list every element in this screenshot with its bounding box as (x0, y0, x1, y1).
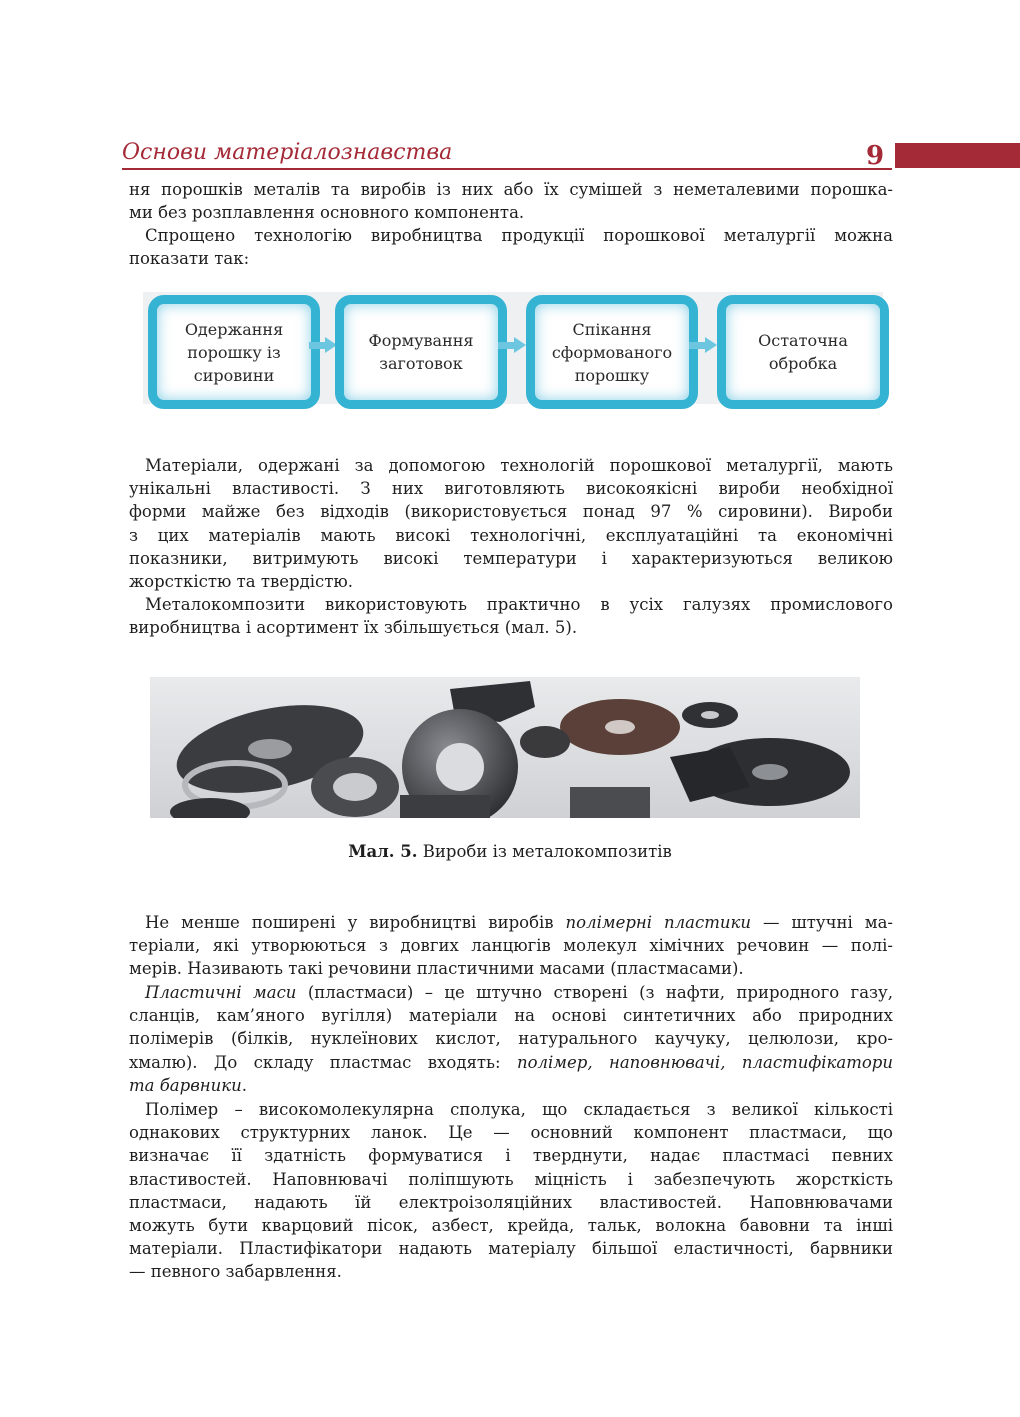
text-line: ня порошків металів та виробів із них або їх сумішей з неметалевими порошка- (129, 180, 893, 199)
flow-step-line: Остаточна (758, 331, 848, 350)
text-run: (пластмаси) – це штучно створені (з нафти, природного газу, (296, 983, 893, 1002)
figure-caption-text: Вироби із металокомпозитів (417, 842, 672, 861)
text-line: матеріали. Пластифікатори надають матеріалу більшої еластичності, барвники (129, 1239, 893, 1259)
paragraph-4 (129, 593, 893, 639)
text-line: жорсткістю та твердістю. (129, 572, 353, 592)
text-line: Спрощено технологію виробництва продукції порошкової металургії можна (145, 226, 893, 245)
text-line (129, 981, 893, 1004)
page-number: 9 (866, 141, 885, 171)
flow-step-line: обробка (768, 354, 838, 373)
arrow-right-icon (689, 339, 717, 351)
text-line: показники, витримують високі температури і характеризуються великою (129, 548, 893, 568)
text-line: полімерів (білків, нуклеїнових кислот, натурального каучуку, целюлози, кро- (129, 1029, 893, 1049)
flow-step-line: Спікання (572, 319, 652, 339)
italic-term: полімер, наповнювачі, пластифікатори (516, 1052, 893, 1072)
text-line: пластмаси, надають їй електроізоляційних властивостей. Наповнювачами (129, 1192, 893, 1212)
paragraph-7 (129, 1098, 893, 1284)
flow-step-sintering (526, 295, 698, 409)
text-line (129, 911, 893, 934)
header-rule (122, 168, 892, 170)
text-line: Металокомпозити використовують практично в усіх галузях промислового (145, 595, 893, 614)
arrow-right-icon (498, 339, 526, 351)
flow-step-line: сформованого (551, 342, 673, 362)
flow-step-line: порошку із (187, 342, 281, 362)
flow-step-line: Формування (368, 331, 474, 350)
text-line: однакових структурних ланок. Це — основний компонент пластмаси, що (129, 1123, 893, 1143)
italic-term: полімерні пластики (565, 913, 751, 932)
arrow-right-icon (309, 339, 337, 351)
flow-step-forming (335, 295, 507, 409)
paragraph-1 (129, 178, 893, 224)
figure-label: Мал. 5. (348, 842, 418, 861)
paragraph-3 (129, 454, 893, 593)
flow-step-powder (148, 295, 320, 409)
paragraph-2 (129, 224, 893, 270)
text-run: . (241, 1075, 248, 1095)
text-line: властивостей. Наповнювачі поліпшують міцність і забезпечують жорсткість (129, 1169, 893, 1189)
header-accent-bar (895, 143, 1020, 168)
text-line: показати так: (129, 249, 250, 269)
text-line: мерів. Називають такі речовини пластичними масами (пластмасами). (129, 959, 744, 979)
text-run: Не менше поширені у виробництві виробів (145, 913, 566, 932)
flow-step-finishing (717, 295, 889, 409)
text-line: унікальні властивості. З них виготовляють високоякісні вироби необхідної (129, 479, 893, 499)
running-header-title: Основи матеріалознавства (122, 140, 453, 165)
text-run: — штучні ма- (750, 913, 893, 932)
process-flow-diagram (143, 292, 883, 404)
italic-term: Пластичні маси (145, 983, 297, 1002)
flow-step-line: Одержання (184, 319, 284, 339)
text-line: можуть бути кварцовий пісок, азбест, крейда, тальк, волокна бавовни та інші (129, 1216, 893, 1236)
text-line: сланців, кам’яного вугілля) матеріали на основі синтетичних або природних (129, 1006, 893, 1026)
text-line: — певного забарвлення. (129, 1262, 342, 1282)
paragraph-5 (129, 911, 893, 981)
text-line: теріали, які утворюються з довгих ланцюгів молекул хімічних речовин — полі- (129, 936, 893, 956)
flow-step-line: порошку (574, 365, 650, 385)
text-line: Матеріали, одержані за допомогою технологій порошкової металургії, мають (145, 456, 893, 475)
figure-caption (0, 842, 1020, 861)
paragraph-6 (129, 981, 893, 1097)
text-line: ми без розплавлення основного компонента. (129, 203, 525, 223)
text-line: визначає її здатність формуватися і тверднути, надає пластмасі певних (129, 1146, 893, 1166)
text-run: хмалю). До складу пластмас входять: (129, 1052, 517, 1072)
flow-step-line: заготовок (379, 354, 463, 373)
metal-composite-parts-photo (150, 677, 860, 818)
italic-term: та барвники (129, 1075, 242, 1095)
text-line: Полімер – високомолекулярна сполука, що складається з великої кількості (145, 1100, 893, 1119)
flow-step-line: сировини (193, 365, 275, 385)
text-line: форми майже без відходів (використовується понад 97 % сировини). Вироби (129, 502, 893, 522)
text-line (129, 1074, 893, 1097)
text-line (129, 1051, 893, 1074)
text-line: з цих матеріалів мають високі технологічні, експлуатаційні та економічні (129, 525, 893, 545)
text-line: виробництва і асортимент їх збільшується (мал. 5). (129, 618, 578, 638)
